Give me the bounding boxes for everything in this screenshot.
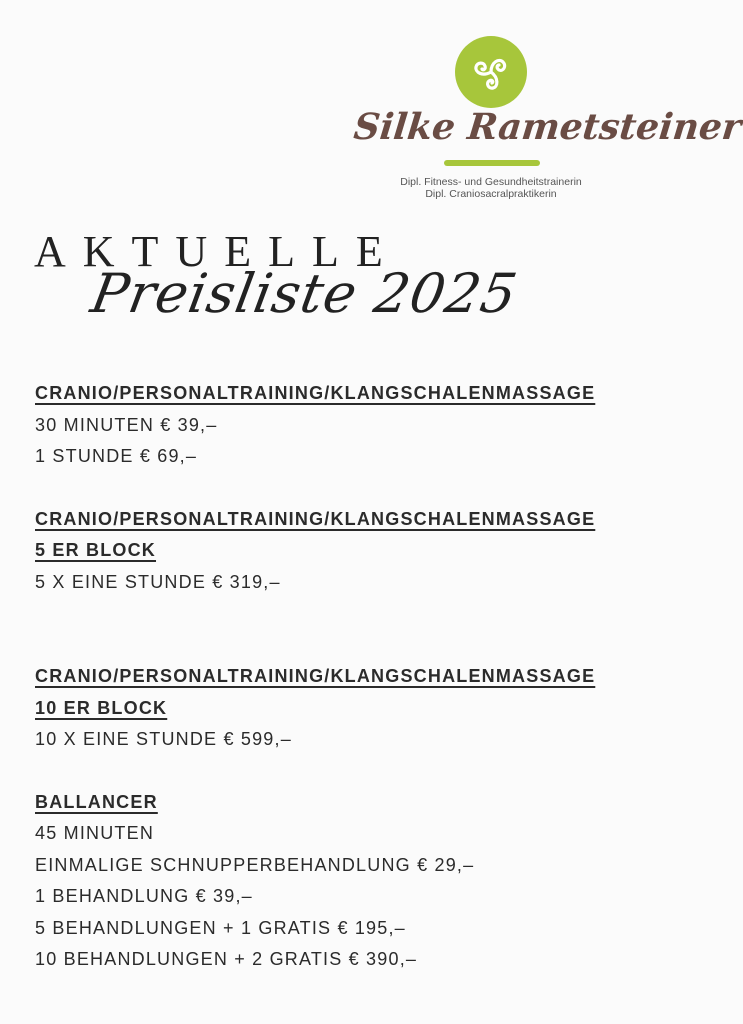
spacer — [35, 473, 645, 504]
section-title: CRANIO/PERSONALTRAINING/KLANGSCHALENMASSAGE — [35, 508, 596, 529]
price-line: 1 BEHANDLUNG € 39,– — [35, 886, 253, 906]
price-line: EINMALIGE SCHNUPPERBEHANDLUNG € 29,– — [35, 854, 475, 875]
section-title: CRANIO/PERSONALTRAINING/KLANGSCHALENMASSAGE — [35, 666, 596, 686]
price-line: 5 BEHANDLUNGEN + 1 GRATIS € 195,– — [35, 917, 406, 938]
price-section-ballancer — [35, 787, 645, 976]
brand-subtitle-line-1: Dipl. Fitness- und Gesundheitstrainerin — [400, 176, 582, 188]
section-title: CRANIO/PERSONALTRAINING/KLANGSCHALENMASSAGE — [35, 383, 596, 403]
brand-name: Silke Rametsteiner — [351, 106, 743, 148]
price-section-cranio-5er-block — [35, 504, 645, 599]
price-list — [35, 378, 645, 976]
price-line: 5 X EINE STUNDE € 319,– — [35, 571, 281, 592]
price-line: 10 X EINE STUNDE € 599,– — [35, 729, 292, 749]
price-section-cranio — [35, 378, 645, 473]
section-subtitle: 5 ER BLOCK — [35, 540, 157, 560]
spacer — [35, 598, 645, 661]
price-line: 30 MINUTEN € 39,– — [35, 414, 218, 435]
price-line: 1 STUNDE € 69,– — [35, 446, 198, 466]
section-title: BALLANCER — [35, 791, 158, 812]
brand-subtitle-line-2: Dipl. Craniosacralpraktikerin — [425, 188, 557, 200]
section-subtitle: 10 ER BLOCK — [35, 697, 168, 718]
price-section-cranio-10er-block — [35, 661, 645, 756]
brand-underline-swoosh — [444, 160, 540, 166]
triskelion-icon — [455, 36, 527, 108]
price-line: 45 MINUTEN — [35, 823, 155, 843]
logo-triskelion-icon — [455, 36, 527, 108]
heading-aktuelle: AKTUELLE — [34, 227, 400, 276]
price-line: 10 BEHANDLUNGEN + 2 GRATIS € 390,– — [35, 949, 418, 969]
heading-preisliste: Preisliste 2025 — [86, 262, 523, 325]
spacer — [35, 756, 645, 787]
brand-subtitle — [372, 176, 610, 200]
